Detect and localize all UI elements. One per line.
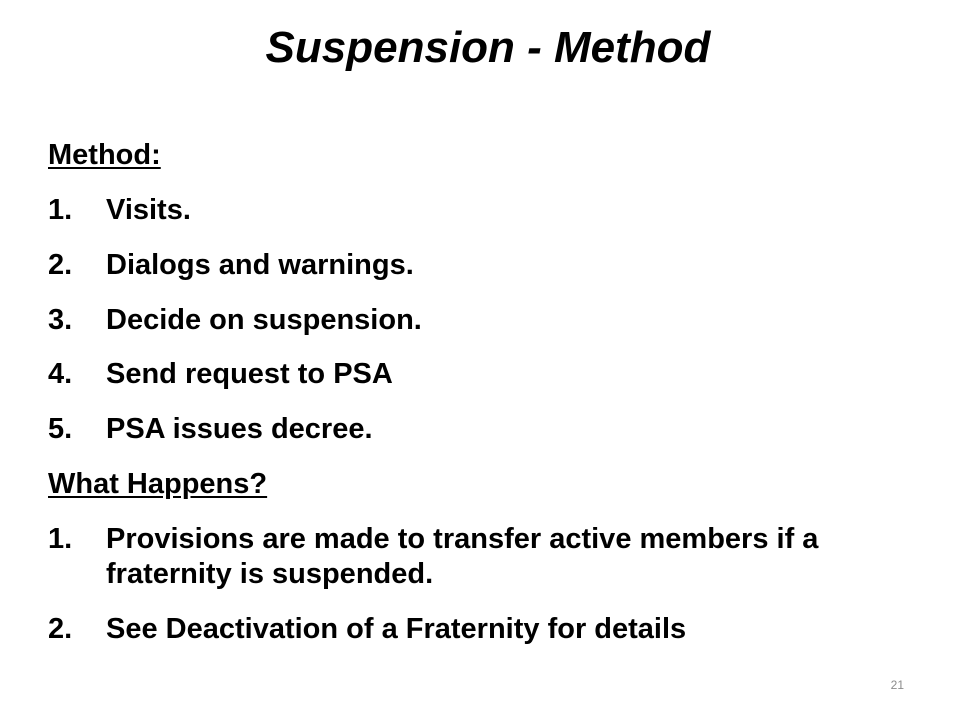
list-item-number: 2. (48, 612, 73, 645)
list-item-number: 2. (48, 248, 73, 281)
list-item-number: 4. (48, 358, 73, 391)
list-item-number: 3. (48, 303, 73, 336)
list-item-text: See Deactivation of a Fraternity for details (106, 612, 687, 645)
list-item-number: 1. (48, 194, 73, 226)
list-item (48, 193, 928, 228)
list-item-text: Provisions are made to transfer active members if a fraternity is suspended. (106, 522, 819, 590)
what-happens-list (48, 522, 928, 646)
method-heading: Method: (48, 139, 161, 171)
list-item (48, 612, 928, 647)
list-item-number: 1. (48, 522, 73, 555)
list-item (48, 412, 928, 447)
what-happens-section (48, 467, 928, 646)
list-item-text: PSA issues decree. (106, 413, 373, 446)
slide-number: 21 (890, 678, 904, 692)
list-item-number: 5. (48, 413, 73, 446)
list-item-text: Visits. (106, 194, 191, 226)
list-item (48, 357, 928, 392)
list-item-text: Decide on suspension. (106, 303, 422, 336)
list-item (48, 248, 928, 283)
slide-title: Suspension - Method (265, 23, 711, 72)
method-section (48, 138, 928, 447)
list-item (48, 303, 928, 338)
slide-body (48, 138, 928, 646)
method-list (48, 193, 928, 447)
list-item (48, 522, 928, 592)
list-item-text: Dialogs and warnings. (106, 248, 414, 281)
what-happens-heading: What Happens? (48, 467, 268, 500)
list-item-text: Send request to PSA (106, 358, 393, 391)
